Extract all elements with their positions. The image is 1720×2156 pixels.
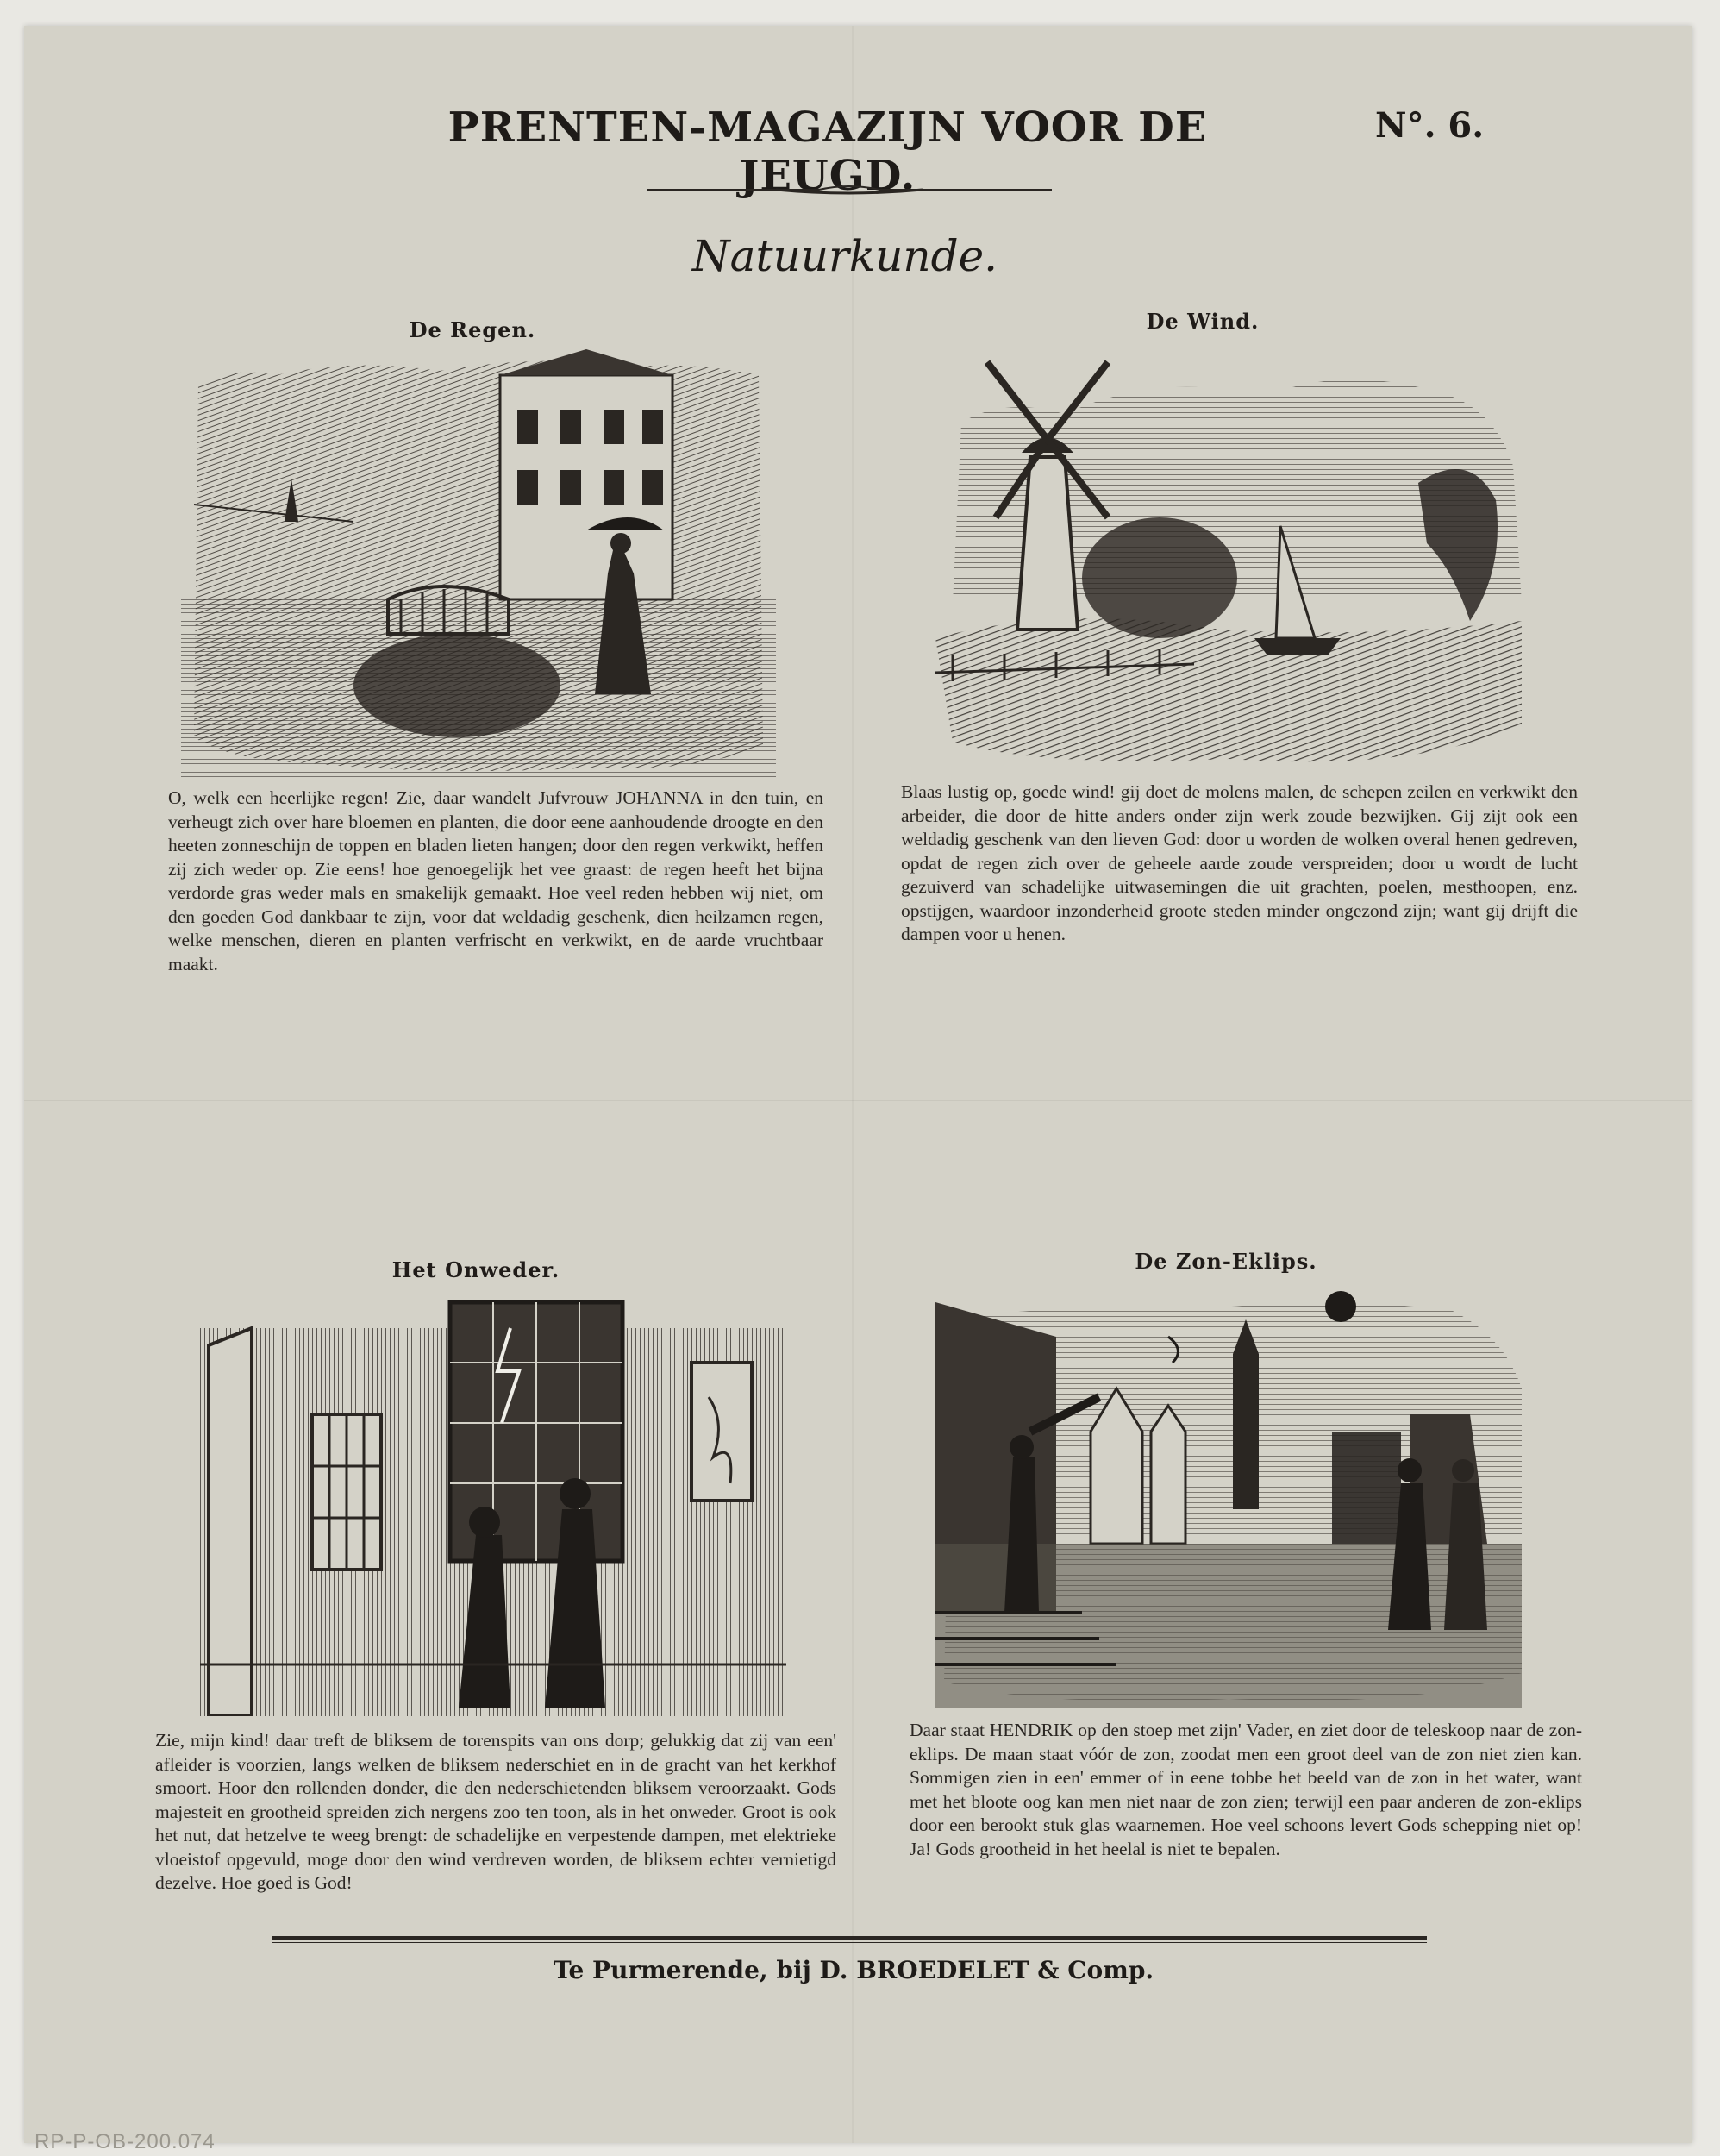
footer-rule — [272, 1936, 1427, 1943]
rain-text: O, welk een heerlijke regen! Zie, daar wandelt Jufvrouw JOHANNA in den tuin, en verheugt zich over hare bloemen en planten, die door eene aanhoudende droogte en den heeten zonneschijn de toppen en bladen lieten hangen; door den regen verkwikt, heffen zij zich weder op. Zie eens! hoe genoegelijk het vee graast: de regen heeft het bijna verdorde gras weder mals en smakelijk gemaakt. Hoe veel reden hebben wij niet, om den goeden God dankbaar te zijn, voor dat weldadig geschenk, dien heilzamen regen, welke menschen, dieren en planten verfrischt en verkwikt, en de aarde vruchtbaar maakt. — [168, 787, 823, 975]
solar-eclipse-engraving — [935, 1285, 1522, 1708]
inventory-number: RP-P-OB-200.074 — [34, 2130, 216, 2153]
caption-wind: De Wind. — [1146, 309, 1260, 334]
wind-text: Blaas lustig op, goede wind! gij doet de molens malen, de schepen zeilen en verkwikt den arbeider, die door de hitte anders onder zijn werk zoude bezwijken. Gij zijt ook een weldadig geschenk van den lieven God: door u worden de wolken overal henen gedreven, opdat de regen zich over de geheele aarde zoude verspreiden; door u wordt de lucht gezuiverd van schadelijke uitwasemingen die uit grachten, poelen, mesthoopen, enz. opstijgen, waardoor inzonderheid groote steden minder ongezond zijn; want gij drijft die dampen voor u henen. — [901, 781, 1578, 944]
issue-number: N°. 6. — [1375, 105, 1485, 146]
solar-eclipse-text: Daar staat HENDRIK op den stoep met zijn' Vader, en ziet door de teleskoop naar de zon-eklips. De maan staat vóór de zon, zoodat men een groot deel van de zon niet zien kan. Sommigen zien in een' emmer of in eene tobbe het beeld van de zon in het water, want met het bloote oog kan men niet naar de zon zien; terwijl een paar anderen de zon-eklips door een berookt stuk glas waarnemen. Hoe veel schoons levert Gods schepping niet op! Ja! Gods grootheid in het heelal is niet te bepalen. — [910, 1720, 1582, 1859]
caption-thunderstorm: Het Onweder. — [391, 1257, 560, 1282]
caption-solar-eclipse: De Zon-Eklips. — [1135, 1249, 1317, 1274]
rain-engraving — [181, 349, 776, 780]
fold-line-vertical — [852, 26, 854, 2143]
magazine-title: PRENTEN-MAGAZIJN VOOR DE JEUGD. — [447, 103, 1208, 200]
section-heading: Natuurkunde. — [691, 231, 998, 281]
caption-rain: De Regen. — [409, 317, 536, 342]
fold-line — [24, 1100, 1692, 1101]
thunderstorm-engraving — [200, 1294, 786, 1716]
thunderstorm-text: Zie, mijn kind! daar treft de bliksem de torenspits van ons dorp; gelukkig dat zij van een' afleider is voorzien, langs welken de bliksem nederschiet en in de gracht van het kerkhof smoort. Hoor den rollenden donder, die den nederschietenden bliksem veroorzaakt. Gods majesteit en grootheid spreiden zich nergens zoo ten toon, als in het onweder. Groot is ook het nut, dat hetzelve te weeg brengt: de schadelijke en verpestende dampen, met elektrieke vloeistof opgevuld, moge door den wind verdreven worden, de bliksem echter vernietigd dezelve. Hoe goed is God! — [155, 1730, 836, 1893]
publisher-imprint: Te Purmerende, bij D. BROEDELET & Comp. — [553, 1956, 1154, 1984]
ornamental-rule — [647, 181, 1052, 198]
wind-engraving — [935, 345, 1522, 772]
